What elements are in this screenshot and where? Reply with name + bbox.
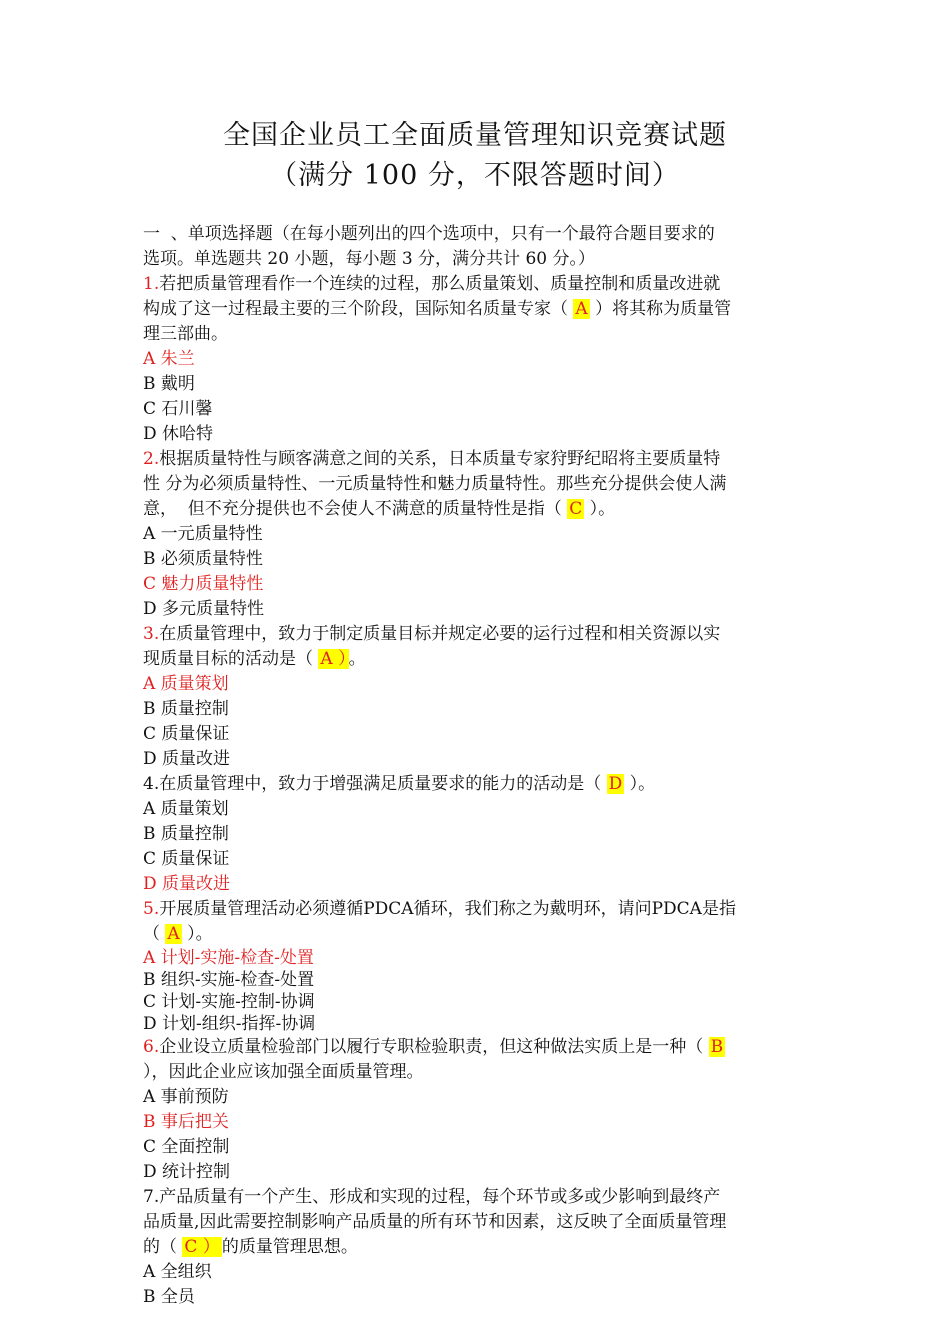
question-number: 5.: [143, 899, 160, 919]
question-number: 7.: [143, 1187, 160, 1207]
question-1-text: 1.若把质量管理看作一个连续的过程，那么质量策划、质量控制和质量改进就: [143, 274, 721, 294]
option: C 全面控制: [143, 1137, 230, 1157]
question-list: [143, 222, 811, 1310]
answer-highlight: D: [608, 774, 623, 794]
question-number: 4.: [143, 774, 160, 794]
question-5-text: 5.开展质量管理活动必须遵循PDCA循环，我们称之为戴明环，请问PDCA是指: [143, 899, 736, 919]
option: B 组织-实施-检查-处置: [143, 970, 315, 990]
question-1-text-end: 理三部曲。: [143, 324, 228, 344]
option: D 休哈特: [143, 424, 214, 444]
question-2-text-end: 意， 但不充分提供也不会使人不满意的质量特性是指（ C ）。: [143, 499, 616, 519]
question-number: 3.: [143, 624, 160, 644]
answer-highlight: C ）: [184, 1237, 220, 1257]
option: C 质量保证: [143, 724, 230, 744]
section-heading: 一 、单项选择题（在每小题列出的四个选项中，只有一个最符合题目要求的: [143, 224, 715, 244]
answer-highlight: A ）: [320, 649, 347, 669]
answer-highlight: A: [167, 924, 180, 944]
option-correct: B 事后把关: [143, 1112, 229, 1132]
question-6-text-cont: ），因此企业应该加强全面质量管理。: [143, 1062, 424, 1082]
question-1-text-cont: 构成了这一过程最主要的三个阶段，国际知名质量专家（ A ）将其称为质量管: [143, 299, 732, 319]
option: C 石川馨: [143, 399, 213, 419]
option: D 多元质量特性: [143, 599, 265, 619]
option: A 一元质量特性: [143, 524, 263, 544]
question-2-text-cont: 性 分为必须质量特性、一元质量特性和魅力质量特性。那些充分提供会使人满: [143, 474, 727, 494]
answer-highlight: C: [569, 499, 583, 519]
option: A 质量策划: [143, 799, 229, 819]
option: D 质量改进: [143, 749, 231, 769]
option: A 事前预防: [143, 1087, 229, 1107]
question-number: 6.: [143, 1037, 160, 1057]
option: C 计划-实施-控制-协调: [143, 992, 315, 1012]
question-7-text: 7.产品质量有一个产生、形成和实现的过程，每个环节或多或少影响到最终产: [143, 1187, 721, 1207]
question-5-text-cont: （ A ）。: [143, 924, 213, 944]
option: D 计划-组织-指挥-协调: [143, 1014, 316, 1034]
option-correct: C 魅力质量特性: [143, 574, 264, 594]
question-2-text: 2.根据质量特性与顾客满意之间的关系，日本质量专家狩野纪昭将主要质量特: [143, 449, 721, 469]
option-correct: A 质量策划: [143, 674, 229, 694]
option: B 质量控制: [143, 699, 229, 719]
question-number: 2.: [143, 449, 160, 469]
section-heading-cont: 选项。单选题共 20 小题，每小题 3 分，满分共计 60 分。）: [143, 249, 596, 269]
page-title: 全国企业员工全面质量管理知识竞赛试题: [223, 120, 727, 151]
question-7-text-end: 的（ C ） 的质量管理思想。: [143, 1237, 358, 1257]
option: A 全组织: [143, 1262, 212, 1282]
answer-highlight: B: [710, 1037, 724, 1057]
question-7-text-cont: 品质量,因此需要控制影响产品质量的所有环节和因素，这反映了全面质量管理: [143, 1212, 727, 1232]
option: D 统计控制: [143, 1162, 231, 1182]
question-6-text: 6.企业设立质量检验部门以履行专职检验职责，但这种做法实质上是一种（ B: [143, 1037, 724, 1057]
option-correct: A 计划-实施-检查-处置: [143, 948, 314, 968]
question-3-text: 3.在质量管理中，致力于制定质量目标并规定必要的运行过程和相关资源以实: [143, 624, 721, 644]
option: B 戴明: [143, 374, 195, 394]
question-4-text: 4.在质量管理中，致力于增强满足质量要求的能力的活动是（ D ）。: [143, 774, 656, 794]
answer-highlight: A: [575, 299, 588, 319]
option: B 全员: [143, 1287, 195, 1307]
option: B 质量控制: [143, 824, 229, 844]
option: B 必须质量特性: [143, 549, 263, 569]
question-number: 1.: [143, 274, 160, 294]
page-subtitle: （满分 100 分，不限答题时间）: [270, 160, 680, 191]
option: C 质量保证: [143, 849, 230, 869]
option-correct: D 质量改进: [143, 874, 231, 894]
option-correct: A 朱兰: [143, 349, 195, 369]
question-3-text-cont: 现质量目标的活动是（ A ） 。: [143, 649, 366, 669]
